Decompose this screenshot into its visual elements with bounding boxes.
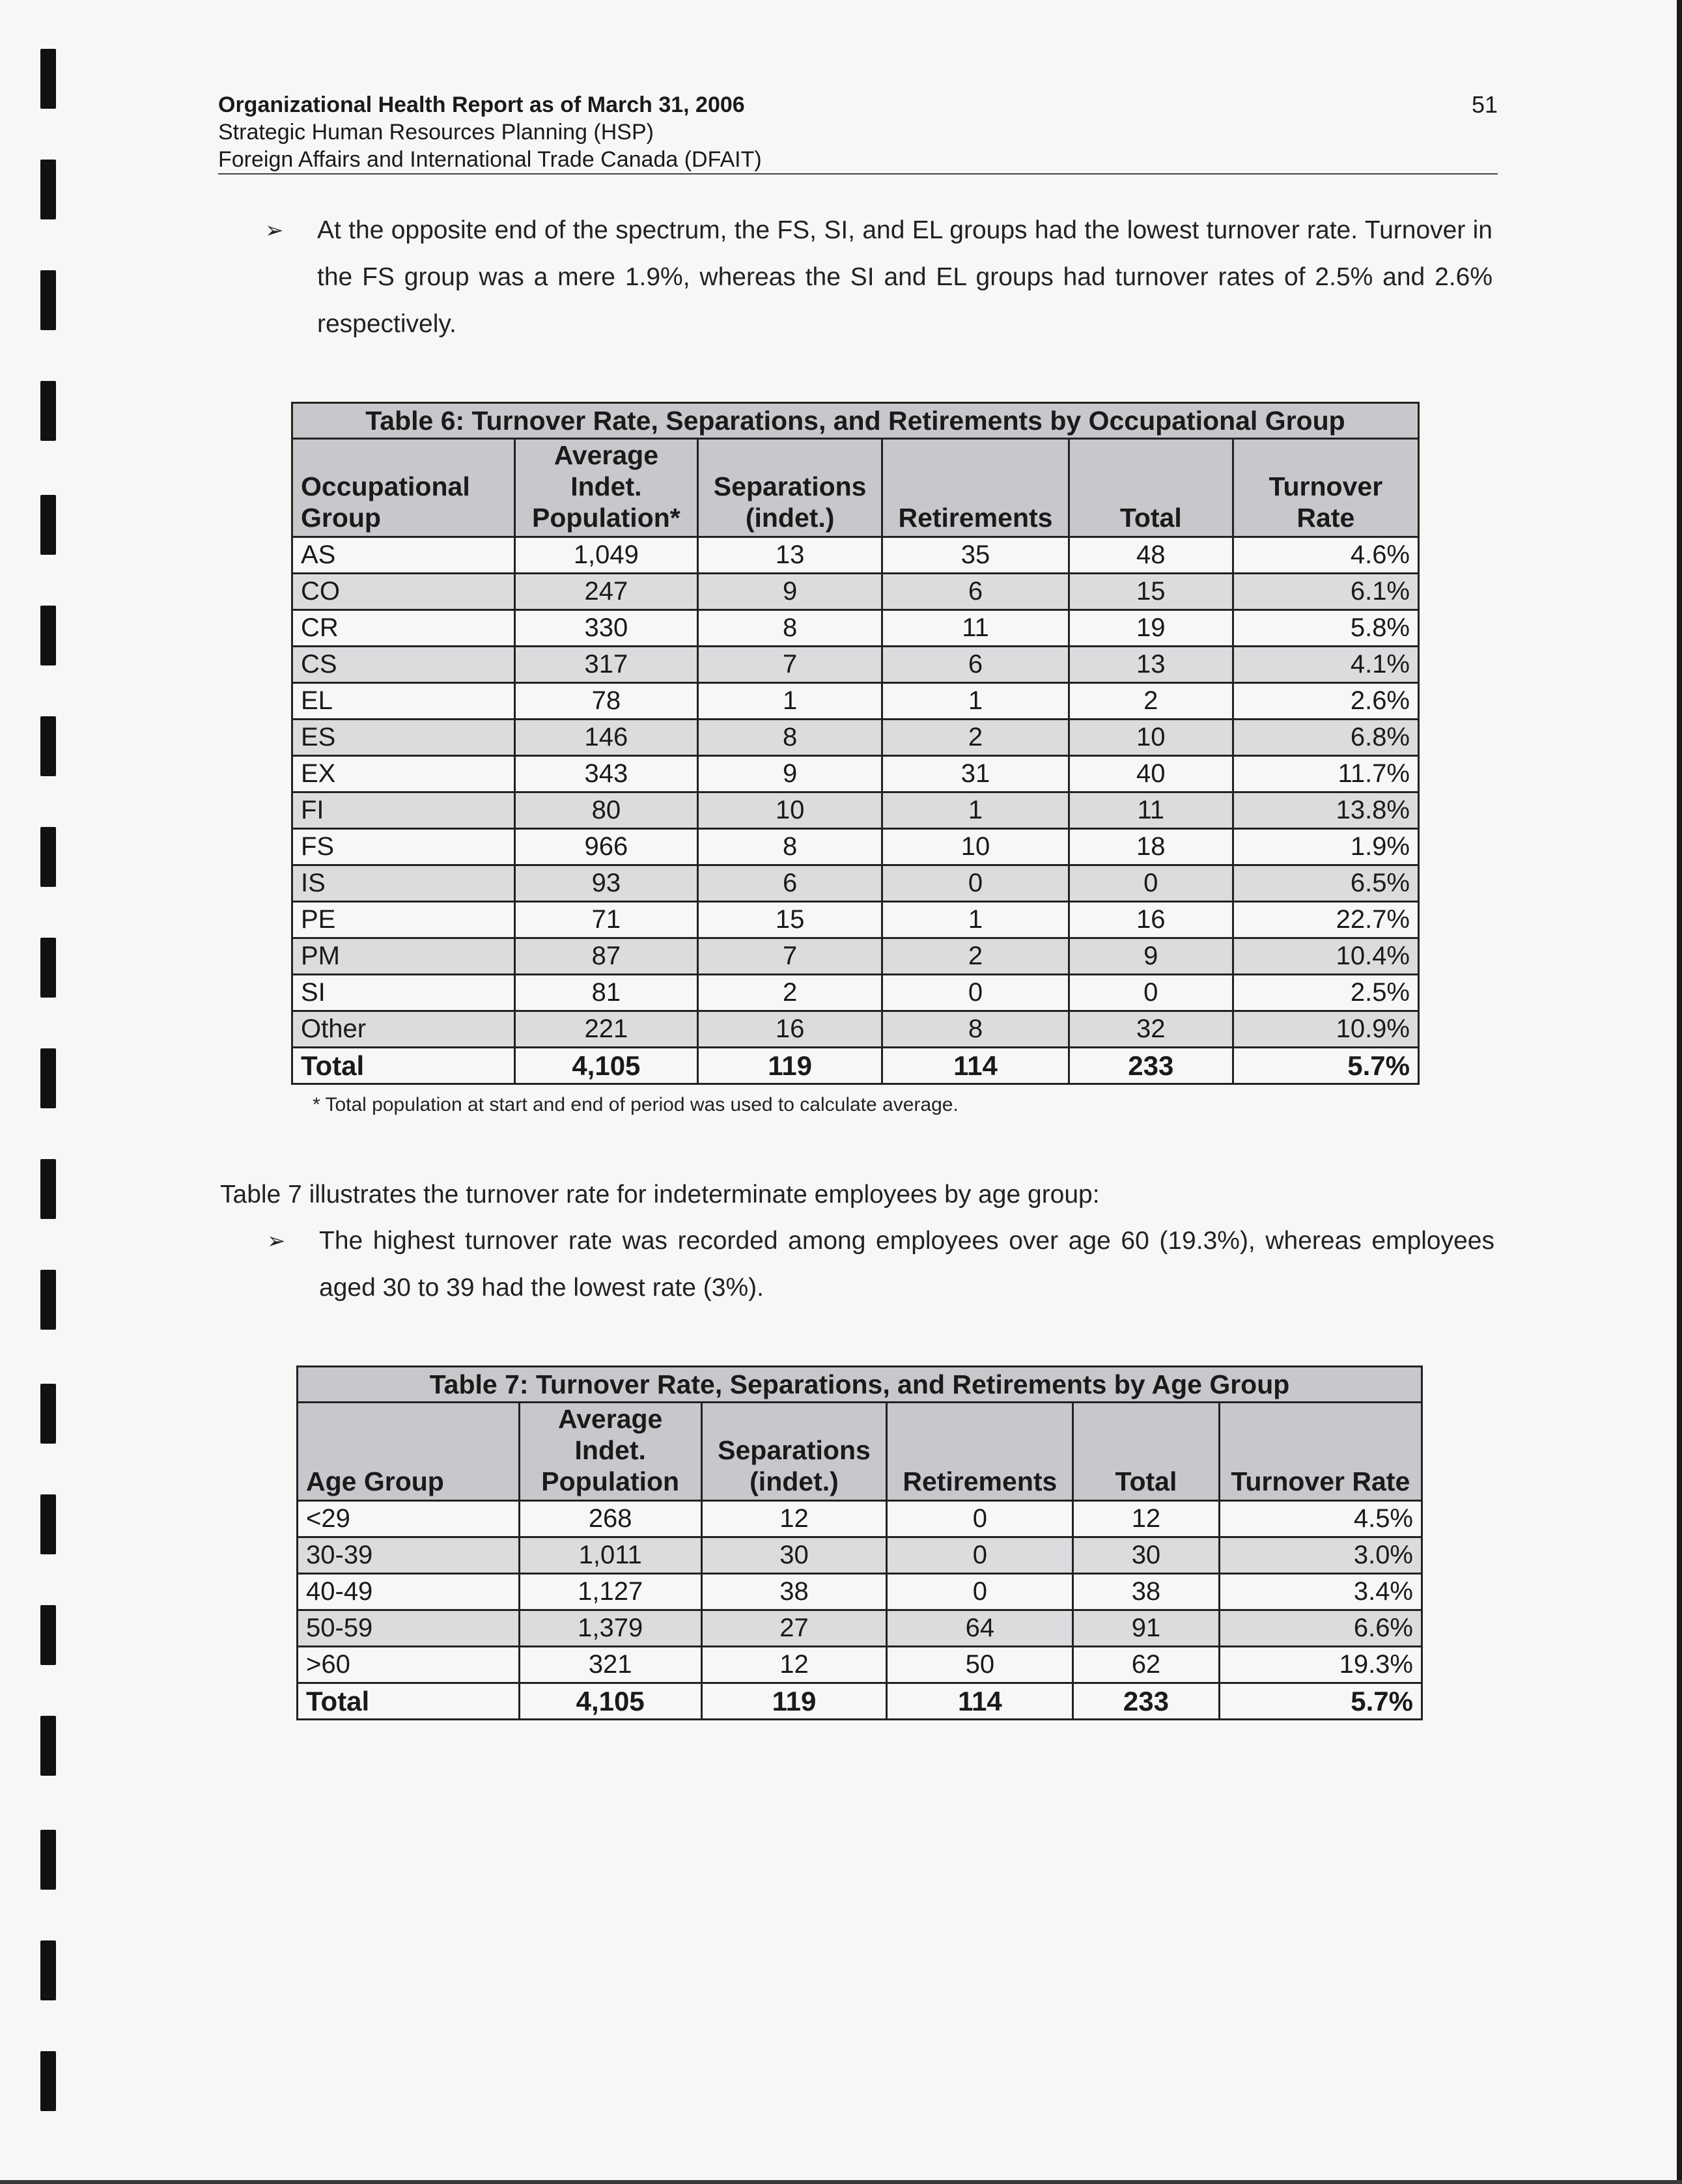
table-cell: 1 — [882, 902, 1069, 938]
table-footnote: * Total population at start and end of period was used to calculate average. — [313, 1094, 959, 1115]
column-header: Turnover Rate — [1219, 1403, 1422, 1501]
table-row — [292, 792, 1419, 829]
table-total-cell: 233 — [1073, 1683, 1219, 1720]
table-cell: 40 — [1069, 756, 1233, 792]
table-cell: 3.4% — [1219, 1574, 1422, 1610]
table-cell: 8 — [698, 829, 882, 865]
table-caption: Table 7: Turnover Rate, Separations, and Retirements by Age Group — [298, 1367, 1422, 1403]
table-cell: 2 — [882, 720, 1069, 756]
report-subtitle: Strategic Human Resources Planning (HSP) — [218, 120, 654, 145]
column-header: Retirements — [887, 1403, 1073, 1501]
table-cell: 81 — [514, 975, 698, 1011]
table-total-cell: 114 — [887, 1683, 1073, 1720]
table-cell: 11 — [882, 610, 1069, 647]
table-cell: 6 — [698, 865, 882, 902]
table-cell: 1,379 — [519, 1610, 701, 1647]
table-cell: 18 — [1069, 829, 1233, 865]
table-row — [292, 720, 1419, 756]
table-total-cell: 5.7% — [1219, 1683, 1422, 1720]
table-total-cell: 233 — [1069, 1048, 1233, 1084]
table-cell: 19 — [1069, 610, 1233, 647]
column-header: Age Group — [298, 1403, 520, 1501]
table-cell: 22.7% — [1233, 902, 1418, 938]
table-cell: 30 — [1073, 1537, 1219, 1574]
table-cell: 6 — [882, 574, 1069, 610]
table-cell: <29 — [298, 1501, 520, 1537]
table-cell: 27 — [701, 1610, 887, 1647]
binder-holes — [0, 0, 78, 2184]
table-cell: CO — [292, 574, 515, 610]
table-cell: PE — [292, 902, 515, 938]
table-row — [298, 1537, 1422, 1574]
page-header — [218, 91, 1498, 173]
binder-hole — [40, 381, 56, 441]
table-cell: 3.0% — [1219, 1537, 1422, 1574]
column-header: Separations (indet.) — [698, 439, 882, 537]
binder-hole — [40, 606, 56, 665]
table-row — [298, 1610, 1422, 1647]
table-cell: 11 — [1069, 792, 1233, 829]
table-cell: 0 — [1069, 865, 1233, 902]
table-cell: 16 — [1069, 902, 1233, 938]
report-title: Organizational Health Report as of March 31, 2006 — [218, 92, 745, 117]
table-cell: 321 — [519, 1647, 701, 1683]
column-header: Total — [1069, 439, 1233, 537]
table-cell: 4.1% — [1233, 647, 1418, 683]
page-number: 51 — [1471, 91, 1498, 118]
table-cell: 50 — [887, 1647, 1073, 1683]
table-cell: 11.7% — [1233, 756, 1418, 792]
table-cell: 1 — [698, 683, 882, 720]
table-cell: 31 — [882, 756, 1069, 792]
table-cell: 62 — [1073, 1647, 1219, 1683]
table-cell: 9 — [698, 574, 882, 610]
table-cell: 10 — [1069, 720, 1233, 756]
table-total-cell: 119 — [701, 1683, 887, 1720]
table-cell: PM — [292, 938, 515, 975]
table-cell: 6.5% — [1233, 865, 1418, 902]
table-cell: 13.8% — [1233, 792, 1418, 829]
table-caption: Table 6: Turnover Rate, Separations, and Retirements by Occupational Group — [292, 403, 1419, 439]
table-row — [292, 610, 1419, 647]
table-cell: 2 — [698, 975, 882, 1011]
table-cell: 0 — [1069, 975, 1233, 1011]
table-cell: 2 — [1069, 683, 1233, 720]
table-row — [292, 537, 1419, 574]
table-cell: >60 — [298, 1647, 520, 1683]
column-header: Turnover Rate — [1233, 439, 1418, 537]
table-cell: 15 — [698, 902, 882, 938]
table-total-row — [298, 1683, 1422, 1720]
table-total-cell: 5.7% — [1233, 1048, 1418, 1084]
table-cell: 6 — [882, 647, 1069, 683]
table-total-cell: 4,105 — [514, 1048, 698, 1084]
table-cell: 19.3% — [1219, 1647, 1422, 1683]
binder-hole — [40, 49, 56, 109]
table-cell: 6.8% — [1233, 720, 1418, 756]
table-cell: 9 — [698, 756, 882, 792]
table-cell: 268 — [519, 1501, 701, 1537]
table-cell: 6.1% — [1233, 574, 1418, 610]
table-cell: 78 — [514, 683, 698, 720]
table-total-cell: 4,105 — [519, 1683, 701, 1720]
binder-hole — [40, 2051, 56, 2111]
bullet-text: At the opposite end of the spectrum, the FS, SI, and EL groups had the lowest turnover rate. Turnover in the FS group was a mere 1.9%, whereas the SI and EL groups had turnover rates of 2.5% and 2.6% respectively. — [317, 216, 1493, 338]
table-cell: 1 — [882, 792, 1069, 829]
table-cell: 9 — [1069, 938, 1233, 975]
table-cell: 38 — [1073, 1574, 1219, 1610]
table-cell: 12 — [1073, 1501, 1219, 1537]
table-cell: 0 — [882, 975, 1069, 1011]
table-cell: 40-49 — [298, 1574, 520, 1610]
table-cell: 317 — [514, 647, 698, 683]
table-cell: 10 — [882, 829, 1069, 865]
table-cell: 4.5% — [1219, 1501, 1422, 1537]
column-header: Total — [1073, 1403, 1219, 1501]
table-cell: SI — [292, 975, 515, 1011]
table-row — [292, 574, 1419, 610]
table-cell: 247 — [514, 574, 698, 610]
table-cell: EX — [292, 756, 515, 792]
table-cell: 0 — [887, 1574, 1073, 1610]
binder-hole — [40, 1270, 56, 1330]
table-row — [292, 829, 1419, 865]
table-cell: 4.6% — [1233, 537, 1418, 574]
table-row — [292, 938, 1419, 975]
column-header: Retirements — [882, 439, 1069, 537]
table-cell: CR — [292, 610, 515, 647]
table-cell: 38 — [701, 1574, 887, 1610]
table-cell: 2.6% — [1233, 683, 1418, 720]
binder-hole — [40, 1159, 56, 1219]
table-cell: 1.9% — [1233, 829, 1418, 865]
table-cell: 8 — [698, 610, 882, 647]
binder-hole — [40, 160, 56, 219]
column-header: Occupational Group — [292, 439, 515, 537]
table-cell: 87 — [514, 938, 698, 975]
table-cell: 35 — [882, 537, 1069, 574]
table-row — [292, 1011, 1419, 1048]
table-cell: 2.5% — [1233, 975, 1418, 1011]
table-cell: 7 — [698, 647, 882, 683]
table-cell: 5.8% — [1233, 610, 1418, 647]
column-header: Separations (indet.) — [701, 1403, 887, 1501]
table-cell: 48 — [1069, 537, 1233, 574]
binder-hole — [40, 716, 56, 776]
table-cell: 91 — [1073, 1610, 1219, 1647]
table7-intro: Table 7 illustrates the turnover rate for indeterminate employees by age group: — [220, 1181, 1100, 1209]
table-row — [292, 756, 1419, 792]
binder-hole — [40, 1716, 56, 1776]
table-cell: FS — [292, 829, 515, 865]
table-cell: IS — [292, 865, 515, 902]
table-cell: 32 — [1069, 1011, 1233, 1048]
table-cell: 1,127 — [519, 1574, 701, 1610]
table-cell: 80 — [514, 792, 698, 829]
table-cell: CS — [292, 647, 515, 683]
table-cell: 1,049 — [514, 537, 698, 574]
table-cell: 16 — [698, 1011, 882, 1048]
table-cell: 0 — [887, 1537, 1073, 1574]
table-cell: 2 — [882, 938, 1069, 975]
bullet-arrow-icon: ➢ — [267, 1229, 286, 1253]
table-row — [292, 975, 1419, 1011]
table-row — [298, 1574, 1422, 1610]
column-header: Average Indet. Population* — [514, 439, 698, 537]
table-total-row — [292, 1048, 1419, 1084]
header-rule — [218, 173, 1498, 175]
table-cell: 221 — [514, 1011, 698, 1048]
table-cell: AS — [292, 537, 515, 574]
table-cell: 30 — [701, 1537, 887, 1574]
table-cell: 30-39 — [298, 1537, 520, 1574]
binder-hole — [40, 1384, 56, 1444]
table-cell: Other — [292, 1011, 515, 1048]
table-cell: FI — [292, 792, 515, 829]
table-row — [292, 865, 1419, 902]
table-cell: 64 — [887, 1610, 1073, 1647]
table-row — [292, 902, 1419, 938]
department-name: Foreign Affairs and International Trade Canada (DFAIT) — [218, 147, 762, 172]
table-cell: 6.6% — [1219, 1610, 1422, 1647]
bullet-fs-si-el — [265, 207, 1493, 348]
table-total-cell: 114 — [882, 1048, 1069, 1084]
binder-hole — [40, 1605, 56, 1665]
table-cell: 330 — [514, 610, 698, 647]
table-cell: 1,011 — [519, 1537, 701, 1574]
table-row — [298, 1647, 1422, 1683]
table-cell: ES — [292, 720, 515, 756]
table-cell: 8 — [882, 1011, 1069, 1048]
binder-hole — [40, 938, 56, 998]
binder-hole — [40, 1940, 56, 2000]
binder-hole — [40, 270, 56, 330]
table-cell: 13 — [1069, 647, 1233, 683]
table-cell: 12 — [701, 1647, 887, 1683]
table-cell: 50-59 — [298, 1610, 520, 1647]
binder-hole — [40, 1048, 56, 1108]
table-7 — [296, 1365, 1423, 1720]
table-cell: 71 — [514, 902, 698, 938]
table-row — [292, 647, 1419, 683]
table-cell: 10.9% — [1233, 1011, 1418, 1048]
binder-hole — [40, 495, 56, 555]
binder-hole — [40, 1494, 56, 1554]
table-cell: 0 — [882, 865, 1069, 902]
table-cell: 10 — [698, 792, 882, 829]
bullet-arrow-icon: ➢ — [265, 218, 284, 243]
table-cell: 966 — [514, 829, 698, 865]
bullet-age-group — [267, 1218, 1494, 1311]
table-cell: 13 — [698, 537, 882, 574]
table-total-cell: Total — [292, 1048, 515, 1084]
table-row — [298, 1501, 1422, 1537]
table-cell: 343 — [514, 756, 698, 792]
table-cell: 7 — [698, 938, 882, 975]
column-header: Average Indet. Population — [519, 1403, 701, 1501]
scan-edge-right — [1677, 0, 1682, 2184]
table-cell: 0 — [887, 1501, 1073, 1537]
table-cell: 146 — [514, 720, 698, 756]
table-cell: 10.4% — [1233, 938, 1418, 975]
table-cell: 8 — [698, 720, 882, 756]
table-cell: EL — [292, 683, 515, 720]
table-total-cell: Total — [298, 1683, 520, 1720]
table-row — [292, 683, 1419, 720]
table-cell: 12 — [701, 1501, 887, 1537]
binder-hole — [40, 827, 56, 887]
bullet-text: The highest turnover rate was recorded among employees over age 60 (19.3%), whereas employees aged 30 to 39 had the lowest rate (3%). — [319, 1227, 1494, 1302]
table-6 — [291, 402, 1420, 1085]
table-cell: 93 — [514, 865, 698, 902]
scan-edge-bottom — [0, 2180, 1682, 2184]
table-total-cell: 119 — [698, 1048, 882, 1084]
table-cell: 1 — [882, 683, 1069, 720]
table-cell: 15 — [1069, 574, 1233, 610]
binder-hole — [40, 1830, 56, 1890]
